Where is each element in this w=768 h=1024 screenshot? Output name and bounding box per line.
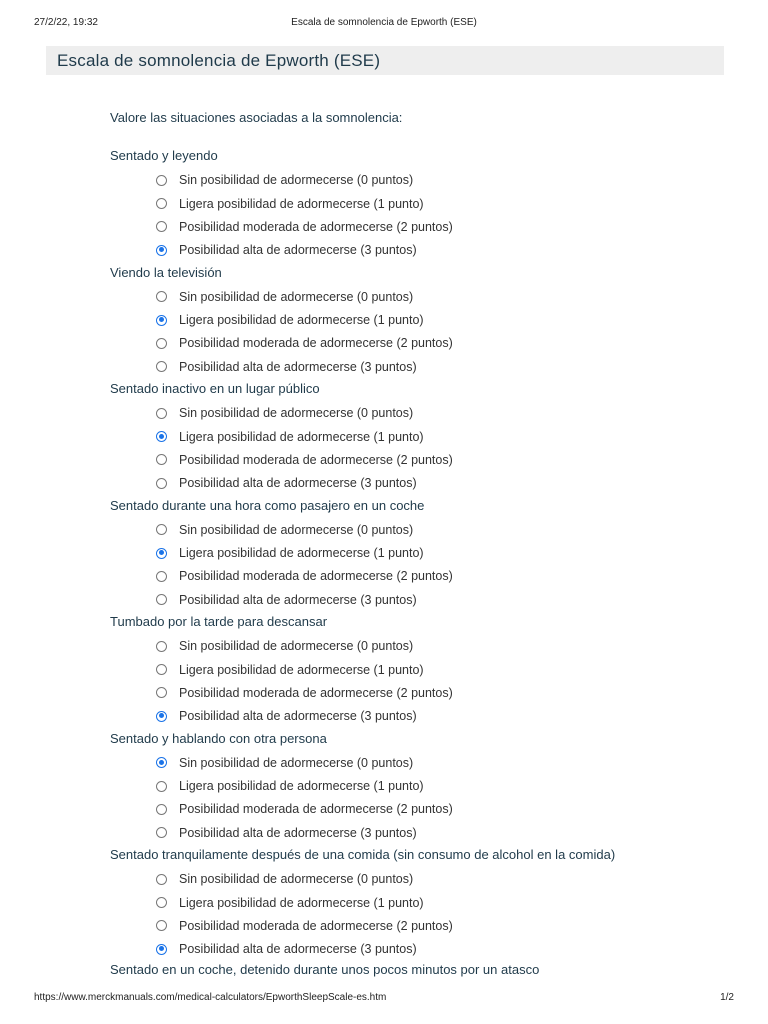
option-0[interactable] <box>156 869 413 889</box>
option-2[interactable] <box>156 799 453 819</box>
radio-button[interactable] <box>156 897 167 908</box>
radio-button[interactable] <box>156 874 167 885</box>
option-1[interactable] <box>156 194 424 214</box>
option-2[interactable] <box>156 916 453 936</box>
option-label: Ligera posibilidad de adormecerse (1 punto) <box>179 779 424 793</box>
radio-button[interactable] <box>156 245 167 256</box>
radio-button[interactable] <box>156 221 167 232</box>
option-1[interactable] <box>156 543 424 563</box>
radio-button[interactable] <box>156 687 167 698</box>
option-label: Sin posibilidad de adormecerse (0 puntos) <box>179 173 414 187</box>
option-label: Sin posibilidad de adormecerse (0 puntos) <box>179 872 414 886</box>
question <box>110 498 730 615</box>
option-label: Ligera posibilidad de adormecerse (1 punto) <box>179 196 424 211</box>
option-1[interactable] <box>156 427 424 447</box>
option-3[interactable] <box>156 240 417 260</box>
question-label: Sentado y leyendo <box>110 148 218 163</box>
radio-button[interactable] <box>156 361 167 372</box>
option-1[interactable] <box>156 310 424 330</box>
option-1[interactable] <box>156 660 424 680</box>
option-label: Posibilidad moderada de adormecerse (2 puntos) <box>179 918 453 933</box>
print-url: https://www.merckmanuals.com/medical-calculators/EpworthSleepScale-es.htm <box>34 992 387 1003</box>
question <box>110 614 730 731</box>
radio-button[interactable] <box>156 315 167 326</box>
option-0[interactable] <box>156 403 413 423</box>
intro-text: Valore las situaciones asociadas a la somnolencia: <box>110 110 403 125</box>
option-label: Posibilidad moderada de adormecerse (2 puntos) <box>179 219 453 234</box>
option-0[interactable] <box>156 753 413 773</box>
radio-button[interactable] <box>156 944 167 955</box>
radio-button[interactable] <box>156 804 167 815</box>
question <box>110 731 730 848</box>
question-label: Tumbado por la tarde para descansar <box>110 614 328 629</box>
radio-button[interactable] <box>156 175 167 186</box>
option-label: Posibilidad moderada de adormecerse (2 puntos) <box>179 802 453 816</box>
question-label: Sentado en un coche, detenido durante unos pocos minutos por un atasco <box>110 962 540 977</box>
radio-button[interactable] <box>156 664 167 675</box>
question <box>110 847 730 964</box>
option-3[interactable] <box>156 939 417 959</box>
option-0[interactable] <box>156 170 413 190</box>
option-1[interactable] <box>156 893 424 913</box>
option-2[interactable] <box>156 566 453 586</box>
question-label: Viendo la televisión <box>110 264 222 280</box>
print-header <box>0 17 768 31</box>
option-label: Posibilidad moderada de adormecerse (2 puntos) <box>179 685 453 700</box>
option-2[interactable] <box>156 683 453 703</box>
radio-button[interactable] <box>156 338 167 349</box>
radio-button[interactable] <box>156 571 167 582</box>
option-label: Posibilidad alta de adormecerse (3 puntos) <box>179 592 417 607</box>
question-list <box>110 148 730 964</box>
option-label: Ligera posibilidad de adormecerse (1 punto) <box>179 429 424 444</box>
option-2[interactable] <box>156 217 453 237</box>
option-label: Posibilidad moderada de adormecerse (2 puntos) <box>179 569 453 583</box>
option-3[interactable] <box>156 823 417 843</box>
question-label: Sentado inactivo en un lugar público <box>110 381 320 396</box>
option-label: Posibilidad alta de adormecerse (3 puntos) <box>179 825 417 840</box>
option-label: Ligera posibilidad de adormecerse (1 punto) <box>179 313 424 327</box>
option-2[interactable] <box>156 333 453 353</box>
option-3[interactable] <box>156 590 417 610</box>
question <box>110 148 730 265</box>
option-label: Sin posibilidad de adormecerse (0 puntos) <box>179 755 414 770</box>
option-2[interactable] <box>156 450 453 470</box>
option-label: Sin posibilidad de adormecerse (0 puntos) <box>179 639 414 653</box>
radio-button[interactable] <box>156 920 167 931</box>
option-1[interactable] <box>156 776 424 796</box>
radio-button[interactable] <box>156 641 167 652</box>
radio-button[interactable] <box>156 454 167 465</box>
option-3[interactable] <box>156 473 417 493</box>
print-date: 27/2/22, 19:32 <box>34 17 98 28</box>
radio-button[interactable] <box>156 757 167 768</box>
radio-button[interactable] <box>156 291 167 302</box>
question <box>110 265 730 382</box>
option-label: Posibilidad alta de adormecerse (3 puntos) <box>179 359 417 374</box>
print-title: Escala de somnolencia de Epworth (ESE) <box>291 17 477 28</box>
option-label: Sin posibilidad de adormecerse (0 puntos) <box>179 406 414 420</box>
question-label: Sentado y hablando con otra persona <box>110 730 327 746</box>
option-label: Posibilidad alta de adormecerse (3 puntos) <box>179 709 417 723</box>
radio-button[interactable] <box>156 827 167 838</box>
title-bar <box>46 46 724 75</box>
option-0[interactable] <box>156 636 413 656</box>
option-0[interactable] <box>156 520 413 540</box>
print-footer <box>0 992 768 1006</box>
page-title: Escala de somnolencia de Epworth (ESE) <box>57 51 381 70</box>
radio-button[interactable] <box>156 198 167 209</box>
radio-button[interactable] <box>156 711 167 722</box>
radio-button[interactable] <box>156 548 167 559</box>
question-label: Sentado tranquilamente después de una comida (sin consumo de alcohol en la comida) <box>110 847 616 862</box>
option-label: Ligera posibilidad de adormecerse (1 punto) <box>179 662 424 677</box>
option-label: Sin posibilidad de adormecerse (0 puntos) <box>179 522 414 537</box>
option-label: Posibilidad moderada de adormecerse (2 puntos) <box>179 336 453 350</box>
radio-button[interactable] <box>156 524 167 535</box>
option-label: Ligera posibilidad de adormecerse (1 punto) <box>179 895 424 910</box>
option-label: Sin posibilidad de adormecerse (0 puntos) <box>179 289 414 304</box>
option-label: Posibilidad moderada de adormecerse (2 puntos) <box>179 452 453 467</box>
radio-button[interactable] <box>156 781 167 792</box>
radio-button[interactable] <box>156 431 167 442</box>
option-0[interactable] <box>156 287 413 307</box>
option-label: Posibilidad alta de adormecerse (3 puntos) <box>179 942 417 956</box>
page-number: 1/2 <box>720 992 734 1003</box>
radio-button[interactable] <box>156 408 167 419</box>
option-label: Ligera posibilidad de adormecerse (1 punto) <box>179 546 424 560</box>
option-3[interactable] <box>156 706 417 726</box>
option-3[interactable] <box>156 357 417 377</box>
question-label: Sentado durante una hora como pasajero en un coche <box>110 497 425 513</box>
radio-button[interactable] <box>156 594 167 605</box>
option-label: Posibilidad alta de adormecerse (3 puntos) <box>179 243 417 257</box>
option-label: Posibilidad alta de adormecerse (3 puntos) <box>179 476 417 490</box>
question <box>110 381 730 498</box>
radio-button[interactable] <box>156 478 167 489</box>
